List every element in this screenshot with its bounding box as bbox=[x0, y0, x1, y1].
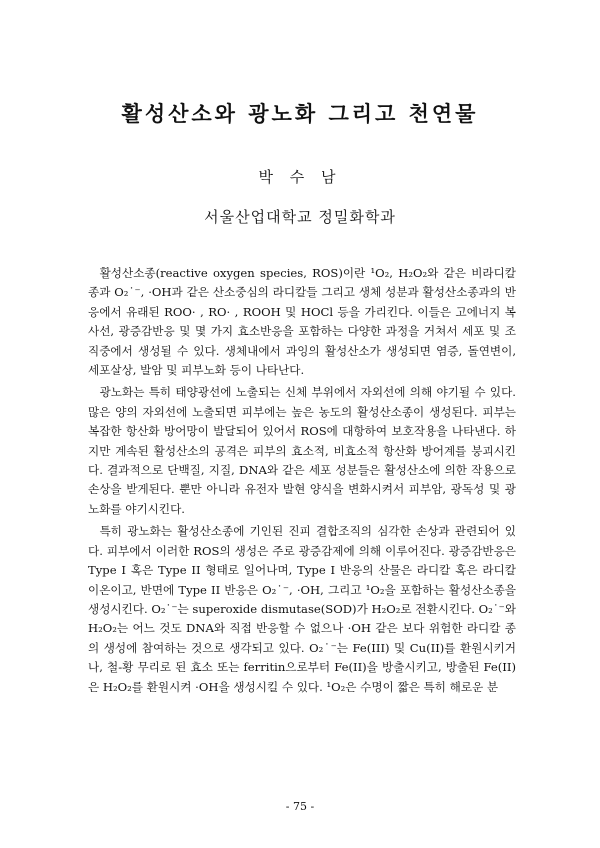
author-name: 박 수 남 bbox=[258, 168, 342, 186]
author-affiliation: 서울산업대학교 정밀화학과 bbox=[204, 208, 396, 226]
paragraph-ros-definition: 활성산소종(reactive oxygen species, ROS)이란 ¹O₂, H₂O₂와 같은 비라디칼종과 O₂˙⁻, ·OH과 같은 산소중심의 라디칼들 그리고 생체 성분과 활성산소종과의 반응에서 유래된 ROO· , RO· , ROOH 및 HOCl 등을 가리킨다. 이들은 고에너지 복사선, 광증감반응 및 몇 가지 효소반응을 포함하는 다양한 과정을 거쳐서 세포 및 조직중에서 생성될 수 있다. 생체내에서 과잉의 활성산소가 생성되면 염증, 돌연변이, 세포살상, 발암 및 피부노화 등이 나타난다. bbox=[88, 266, 516, 378]
page-number: - 75 - bbox=[285, 800, 315, 813]
paragraph-photoaging: 광노화는 특히 태양광선에 노출되는 신체 부위에서 자외선에 의해 야기될 수 있다. 많은 양의 자외선에 노출되면 피부에는 높은 농도의 활성산소종이 생성된다. 피부는 복잡한 항산화 방어망이 발달되어 있어서 ROS에 대항하여 보호작용을 나타낸다. 하지만 계속된 활성산소의 공격은 피부의 효소적, 비효소적 항산화 방어계를 붕괴시킨다. 결과적으로 단백질, 지질, DNA와 같은 세포 성분들은 활성산소에 의한 작용으로 손상을 받게된다. 뿐만 아니라 유전자 발현 양식을 변화시켜서 피부암, 광독성 및 광노화를 야기시킨다. bbox=[88, 385, 516, 516]
paragraph-photosensitization: 특히 광노화는 활성산소종에 기인된 진피 결합조직의 심각한 손상과 관련되어 있다. 피부에서 이러한 ROS의 생성은 주로 광증감제에 의해 이루어진다. 광증감반응은 Type I 혹은 Type II 형태로 일어나며, Type I 반응의 산물은 라디칼 혹은 라디칼 이온이고, 반면에 Type II 반응은 O₂˙⁻, ·OH, 그리고 ¹O₂을 포함하는 활성산소종을 생성시킨다. O₂˙⁻는 superoxide dismutase(SOD)가 H₂O₂로 전환시킨다. O₂˙⁻와 H₂O₂는 어느 것도 DNA와 직접 반응할 수 없으나 ·OH 같은 보다 위험한 라디칼 종의 생성에 참여하는 것으로 생각되고 있다. O₂˙⁻는 Fe(III) 및 Cu(II)를 환원시키거나, 철-황 무리로 된 효소 또는 ferritin으로부터 Fe(II)을 방출시키고, 방출된 Fe(II)은 H₂O₂를 환원시켜 ·OH을 생성시킬 수 있다. ¹O₂은 수명이 짧은 특히 해로운 분 bbox=[88, 524, 516, 694]
paper-title: 활성산소와 광노화 그리고 천연물 bbox=[121, 101, 479, 126]
body-text bbox=[88, 264, 516, 700]
